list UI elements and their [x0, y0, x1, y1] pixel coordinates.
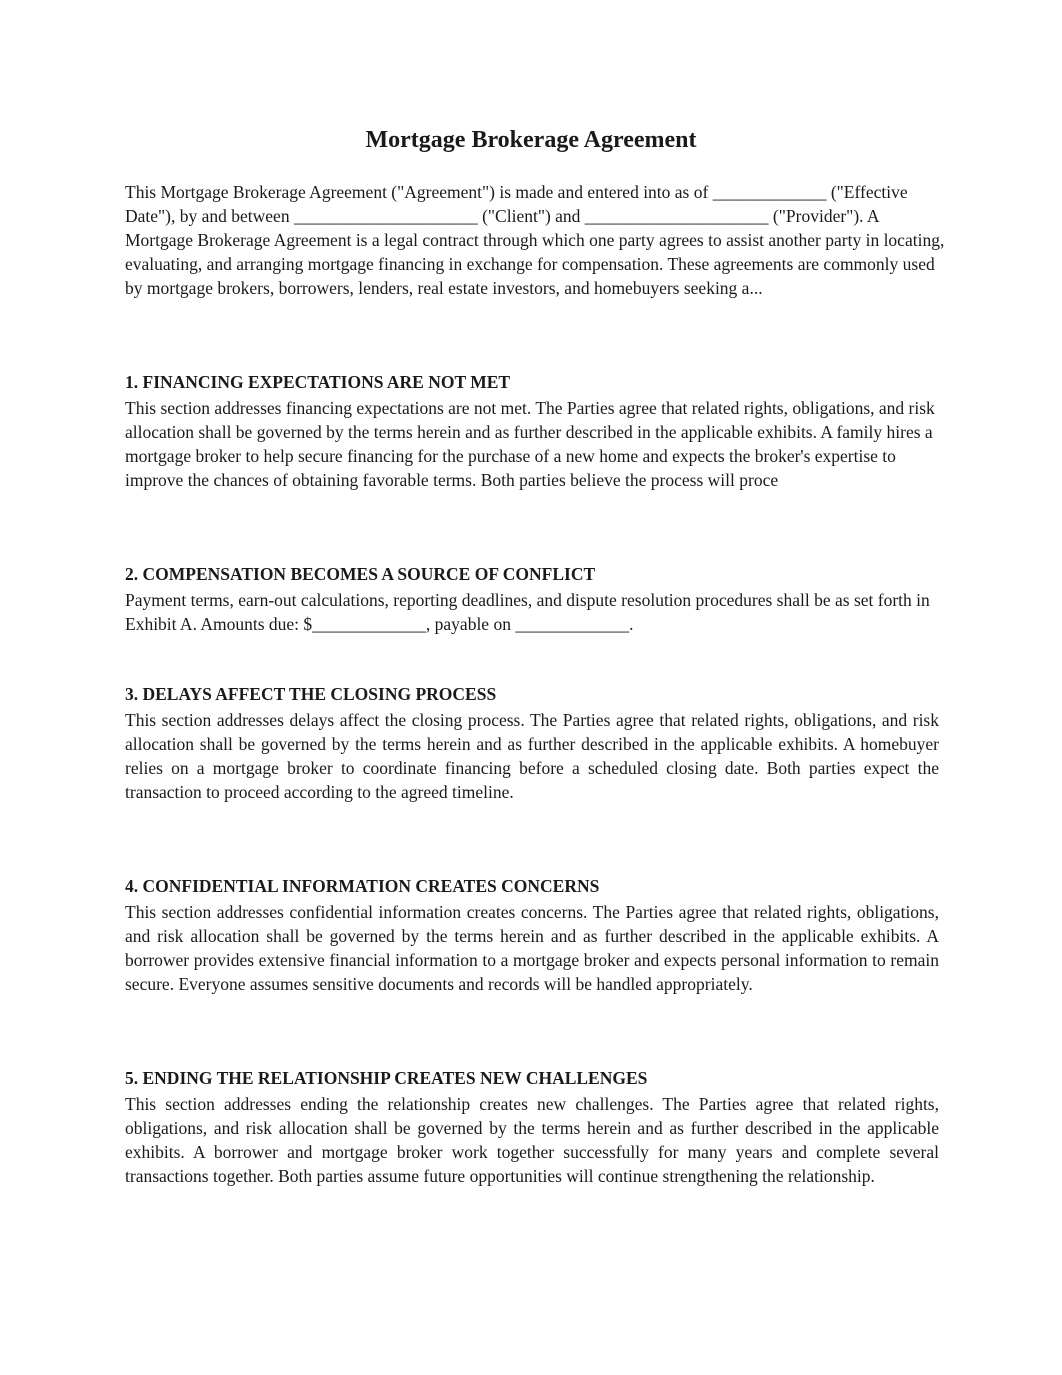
intro-paragraph: This Mortgage Brokerage Agreement ("Agreement") is made and entered into as of _____________ ("Effective Date"), by and between _____________________ ("Client") and _____________________ ("Provider"). A Mortgage Brokerage Agreement is a legal contract through which one party agrees to assist another party in locating, evaluating, and arranging mortgage financing in exchange for compensation. These agreements are commonly used by mortgage brokers, borrowers, lenders, real estate investors, and homebuyers seeking a...	[125, 182, 945, 298]
section-closing-delays	[125, 682, 939, 804]
section-body: This section addresses confidential information creates concerns. The Parties agree that related rights, obligations, and risk allocation shall be governed by the terms herein and as further described in the applicable exhibits. A borrower provides extensive financial information to a mortgage broker and expects personal information to remain secure. Everyone assumes sensitive documents and records will be handled appropriately.	[125, 902, 939, 994]
section-confidential-information	[125, 874, 939, 996]
section-heading: 5. ENDING THE RELATIONSHIP CREATES NEW CHALLENGES	[125, 1068, 648, 1088]
section-financing-expectations	[125, 370, 939, 492]
section-heading: 1. FINANCING EXPECTATIONS ARE NOT MET	[125, 372, 511, 392]
section-body: This section addresses delays affect the closing process. The Parties agree that related rights, obligations, and risk allocation shall be governed by the terms herein and as further described in the applicable exhibits. A homebuyer relies on a mortgage broker to coordinate financing before a scheduled closing date. Both parties expect the transaction to proceed according to the agreed timeline.	[125, 710, 939, 802]
section-body: This section addresses financing expectations are not met. The Parties agree that related rights, obligations, and risk allocation shall be governed by the terms herein and as further described in the applicable exhibits. A family hires a mortgage broker to help secure financing for the purchase of a new home and expects the broker's expertise to improve the chances of obtaining favorable terms. Both parties believe the process will proce	[125, 398, 935, 490]
section-compensation-conflict	[125, 562, 939, 636]
section-body: Payment terms, earn-out calculations, reporting deadlines, and dispute resolution procedures shall be as set forth in Exhibit A. Amounts due: $_____________, payable on _____________.	[125, 590, 930, 634]
section-ending-relationship	[125, 1066, 939, 1188]
section-heading: 4. CONFIDENTIAL INFORMATION CREATES CONCERNS	[125, 876, 600, 896]
document-title: Mortgage Brokerage Agreement	[365, 127, 697, 153]
section-body: This section addresses ending the relationship creates new challenges. The Parties agree that related rights, obligations, and risk allocation shall be governed by the terms herein and as further described in the applicable exhibits. A borrower and mortgage broker work together successfully for many years and complete several transactions together. Both parties assume future opportunities will continue strengthening the relationship.	[125, 1094, 939, 1186]
section-heading: 2. COMPENSATION BECOMES A SOURCE OF CONFLICT	[125, 564, 596, 584]
section-heading: 3. DELAYS AFFECT THE CLOSING PROCESS	[125, 684, 497, 704]
